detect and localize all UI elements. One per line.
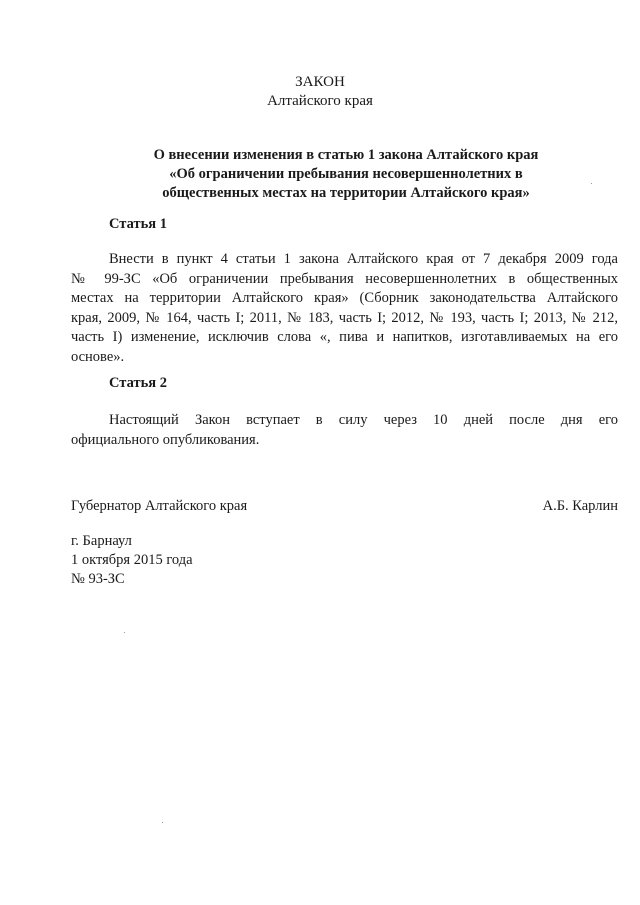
- signature-row: [71, 498, 618, 515]
- article-2-line: Настоящий Закон вступает в силу через 10 дней после дня его: [109, 412, 618, 428]
- article-1-heading: Статья 1: [109, 216, 167, 232]
- meta-city: г. Барнаул: [71, 533, 132, 549]
- article-1-line: часть I) изменение, исключив слова «, пива и напитков, изготавливаемых на его: [71, 329, 618, 345]
- law-region: Алтайского края: [267, 93, 373, 109]
- article-1-line: № 99-ЗС «Об ограничении пребывания несовершеннолетних в общественных: [71, 270, 618, 287]
- article-2-heading: Статья 2: [109, 375, 167, 391]
- law-label: ЗАКОН: [295, 74, 345, 90]
- law-title-line: общественных местах на территории Алтайского края»: [162, 185, 530, 201]
- meta-date: 1 октября 2015 года: [71, 552, 193, 568]
- scan-speck: [124, 632, 125, 633]
- article-1-line: местах на территории Алтайского края» (Сборник законодательства Алтайского: [71, 290, 618, 306]
- law-title-line: О внесении изменения в статью 1 закона Алтайского края: [153, 147, 539, 163]
- article-1-line: Внести в пункт 4 статьи 1 закона Алтайского края от 7 декабря 2009 года: [109, 251, 618, 267]
- article-1-text: [71, 250, 618, 367]
- article-1-line: края, 2009, № 164, часть I; 2011, № 183, часть I; 2012, № 193, часть I; 2013, № 212,: [71, 309, 618, 326]
- scan-speck: [162, 822, 163, 823]
- law-title: [120, 146, 572, 203]
- signature-name: А.Б. Карлин: [542, 498, 618, 514]
- article-2-text: [71, 411, 618, 450]
- article-1-line: основе».: [71, 348, 125, 365]
- meta-number: № 93-ЗС: [71, 571, 125, 587]
- scan-speck: [591, 183, 592, 184]
- law-title-line: «Об ограничении пребывания несовершеннолетних в: [169, 166, 523, 182]
- law-meta: [71, 532, 193, 589]
- signature-position: Губернатор Алтайского края: [71, 498, 248, 514]
- article-2-line: официального опубликования.: [71, 431, 260, 448]
